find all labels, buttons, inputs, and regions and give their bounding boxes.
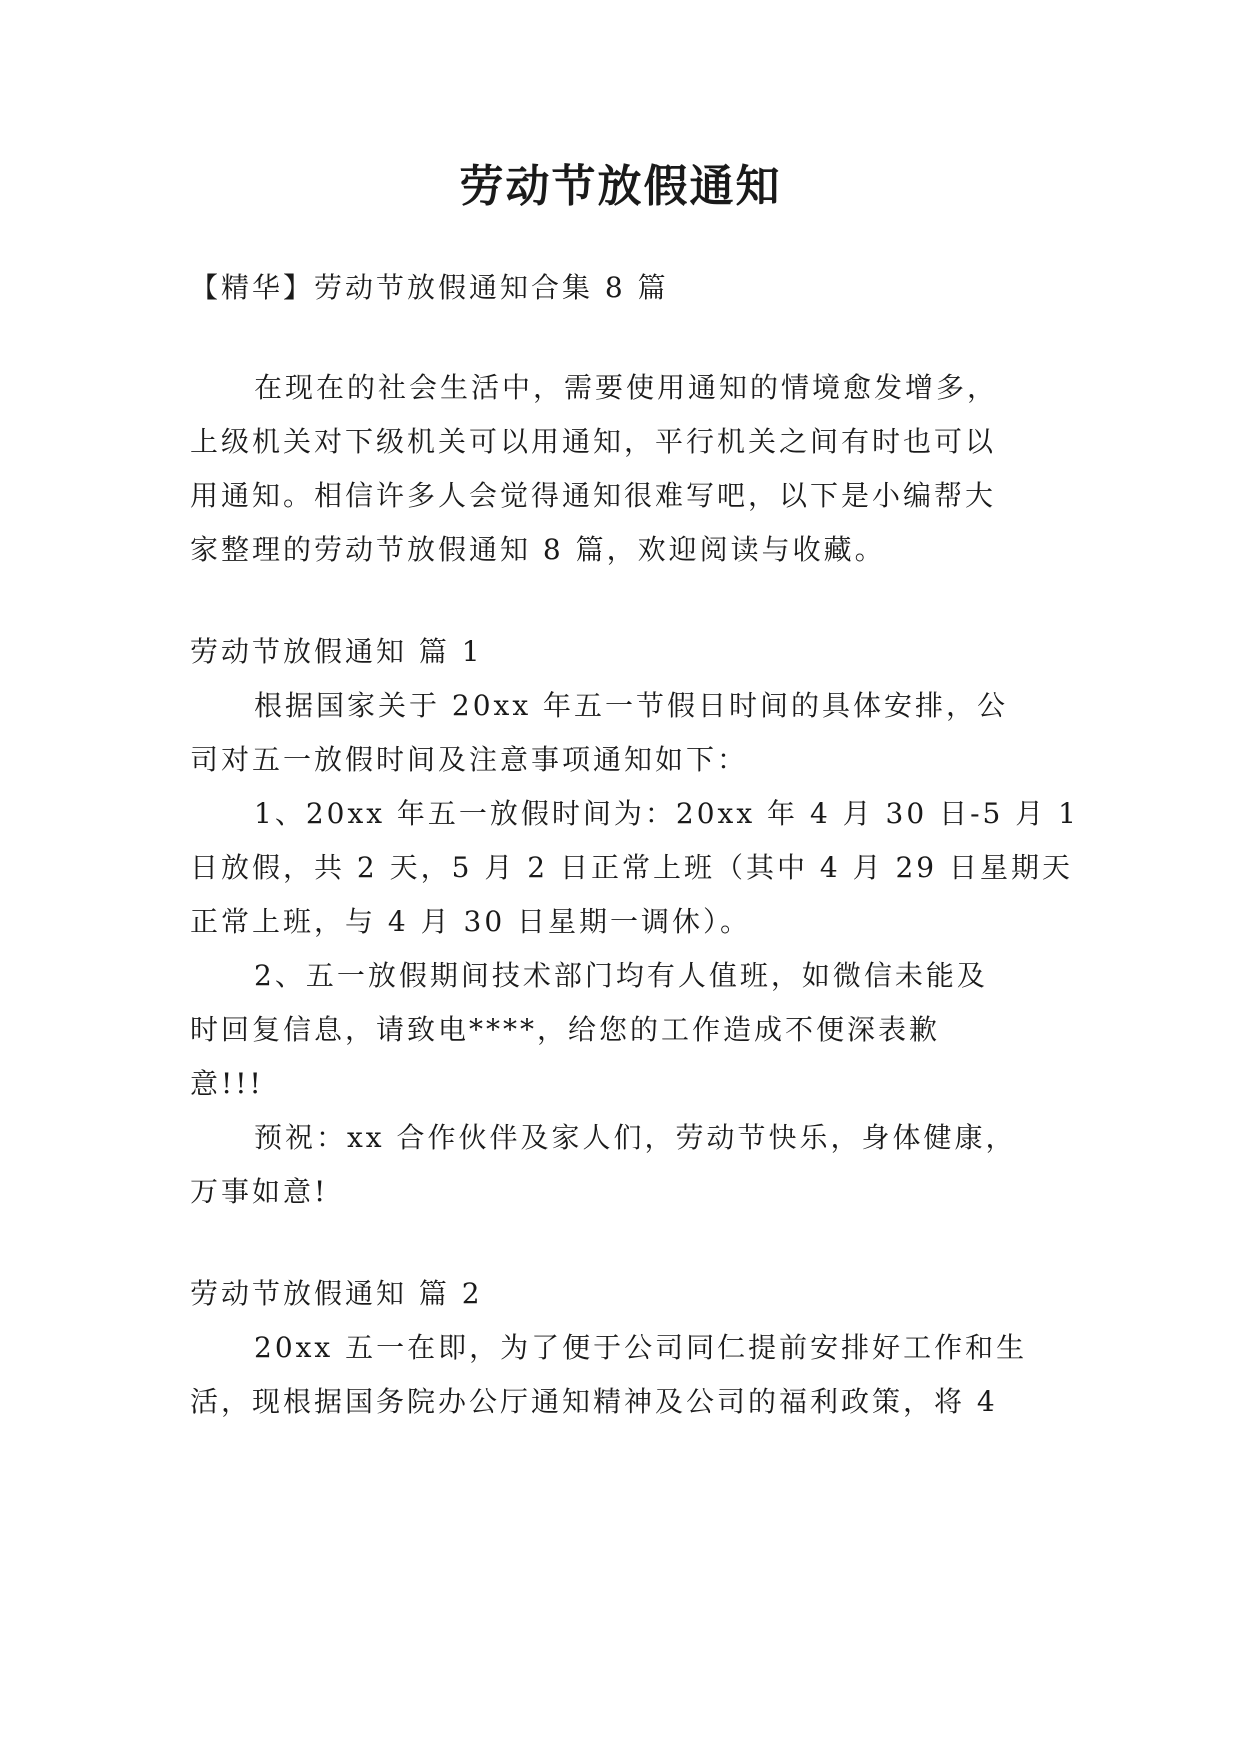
section-1-line: 时回复信息，请致电****，给您的工作造成不便深表歉 [190,1013,941,1046]
section-1-line: 根据国家关于 20xx 年五一节假日时间的具体安排，公 [254,689,1009,722]
section-2-line: 活，现根据国务院办公厅通知精神及公司的福利政策，将 4 [190,1385,998,1418]
intro-line-1: 在现在的社会生活中，需要使用通知的情境愈发增多， [254,371,999,404]
section-1-line: 司对五一放假时间及注意事项通知如下： [190,743,749,776]
section-2-line: 20xx 五一在即，为了便于公司同仁提前安排好工作和生 [254,1331,1028,1364]
section-1-line: 预祝：xx 合作伙伴及家人们，劳动节快乐，身体健康， [254,1121,1017,1154]
section-1-line: 意!!! [190,1067,264,1100]
intro-line-4: 家整理的劳动节放假通知 8 篇，欢迎阅读与收藏。 [190,533,886,566]
section-1-line: 日放假，共 2 天，5 月 2 日正常上班（其中 4 月 29 日星期天 [190,851,1073,884]
document-title: 劳动节放假通知 [459,161,782,212]
intro-line-3: 用通知。相信许多人会觉得通知很难写吧，以下是小编帮大 [190,479,997,512]
section-1-line: 正常上班，与 4 月 30 日星期一调休）。 [190,905,752,938]
document-subtitle: 【精华】劳动节放假通知合集 8 篇 [190,271,669,304]
section-1-line: 万事如意! [190,1175,329,1208]
intro-line-2: 上级机关对下级机关可以用通知，平行机关之间有时也可以 [190,425,997,458]
section-1-line: 1、20xx 年五一放假时间为：20xx 年 4 月 30 日-5 月 1 [254,797,1079,830]
section-1-line: 2、五一放假期间技术部门均有人值班，如微信未能及 [254,959,988,992]
section-2-heading: 劳动节放假通知 篇 2 [190,1277,483,1310]
section-1-heading: 劳动节放假通知 篇 1 [190,635,483,668]
